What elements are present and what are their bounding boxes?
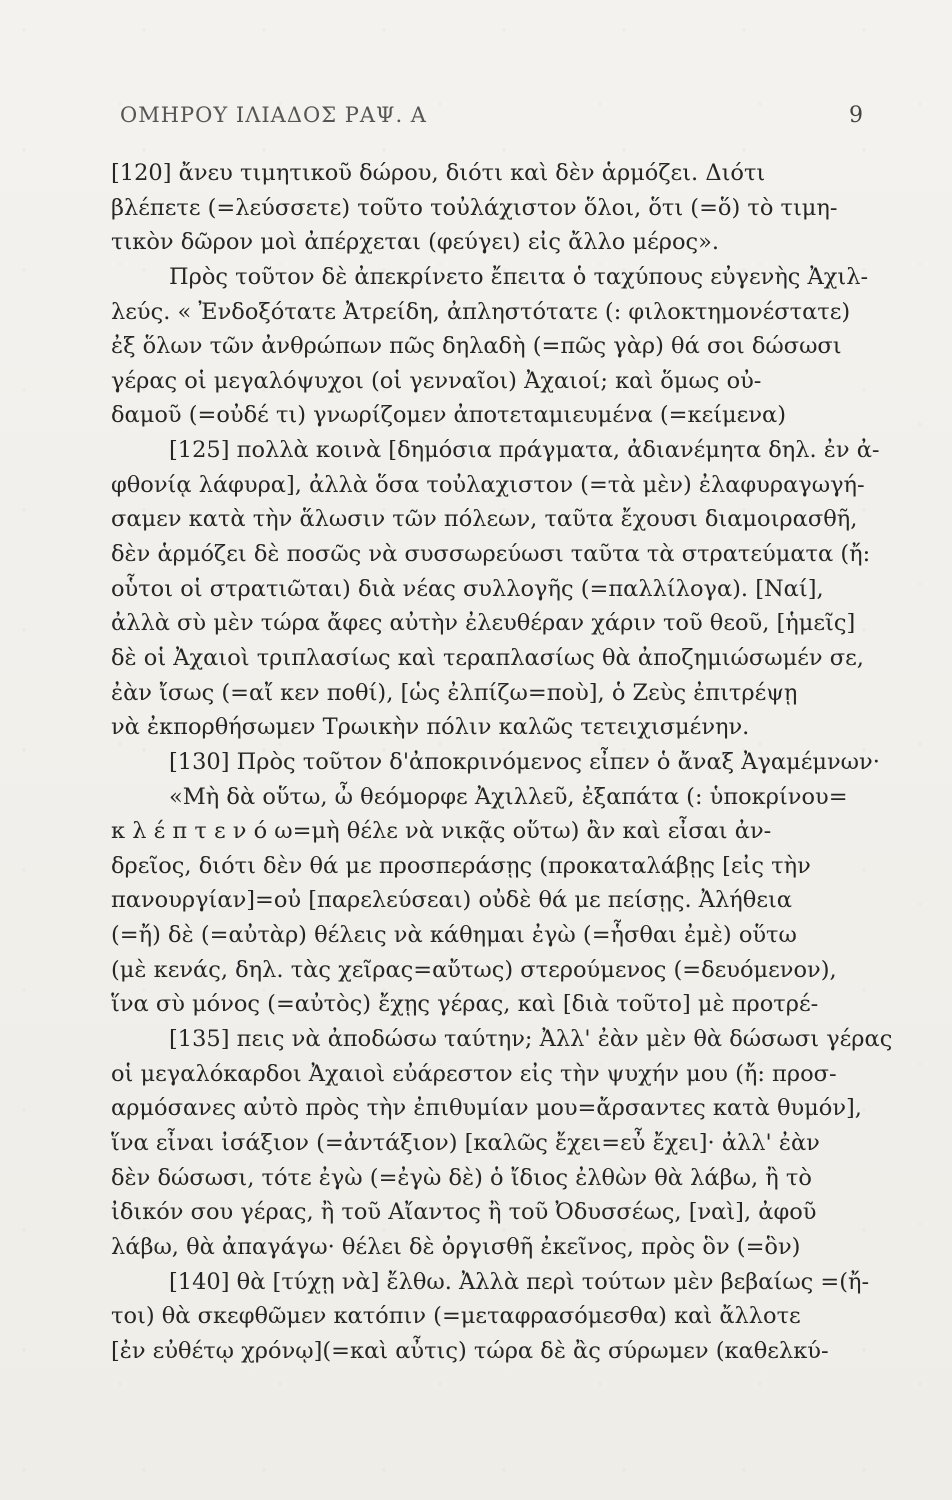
text-line: βλέπετε (=λεύσσετε) τοῦτο τοὐλάχιστον ὅλοι, ὅτι (=ὅ) τὸ τιμη- bbox=[111, 194, 838, 221]
text-line: ἵνα εἶναι ἰσάξιον (=ἀντάξιον) [καλῶς ἔχει=εὖ ἔχει]· ἀλλ' ἐὰν bbox=[111, 1129, 820, 1156]
text-line: ἐξ ὅλων τῶν ἀνθρώπων πῶς δηλαδὴ (=πῶς γὰρ) θά σοι δώσωσι bbox=[111, 333, 842, 360]
text-line: δρεῖος, διότι δὲν θά με προσπεράσῃς (προκαταλάβῃς [εἰς τὴν bbox=[111, 852, 811, 879]
text-line: τικὸν δῶρον μοὶ ἀπέρχεται (φεύγει) εἰς ἄλλο μέρος». bbox=[111, 229, 720, 256]
text-line: [120] ἄνευ τιμητικοῦ δώρου, διότι καὶ δὲν ἁρμόζει. Διότι bbox=[111, 160, 766, 186]
header-title: ΟΜΗΡΟΥ ΙΛΙΑΔΟΣ ΡΑΨ. Α bbox=[120, 103, 427, 127]
text-line: λεύς. « Ἐνδοξότατε Ἀτρείδη, ἀπληστότατε (: φιλοκτημονέστατε) bbox=[111, 298, 851, 325]
text-line: πανουργίαν]=οὐ [παρελεύσεαι) οὐδὲ θά με πείσῃς. Ἀλήθεια bbox=[111, 887, 792, 914]
text-line: «Μὴ δὰ οὕτω, ὦ θεόμορφε Ἀχιλλεῦ, ἐξαπάτα (: ὑποκρίνου= bbox=[169, 783, 848, 810]
text-line: λάβω, θὰ ἀπαγάγω· θέλει δὲ ὀργισθῆ ἐκεῖνος, πρὸς ὃν (=ὃν) bbox=[111, 1233, 801, 1260]
text-line: δαμοῦ (=οὐδέ τι) γνωρίζομεν ἀποτεταμιευμένα (=κείμενα) bbox=[111, 402, 786, 429]
text-line: φθονίᾳ λάφυρα], ἀλλὰ ὅσα τοὐλαχιστον (=τὰ μὲν) ἐλαφυραγωγή- bbox=[111, 471, 865, 498]
text-line: Πρὸς τοῦτον δὲ ἀπεκρίνετο ἔπειτα ὁ ταχύπους εὐγενὴς Ἀχιλ- bbox=[169, 263, 869, 290]
running-header bbox=[120, 103, 864, 137]
text-line: [140] θὰ [τύχῃ νὰ] ἔλθω. Ἀλλὰ περὶ τούτων μὲν βεβαίως =(ἤ- bbox=[169, 1268, 870, 1295]
text-line: [135] πεις νὰ ἀποδώσω ταύτην; Ἀλλ' ἐὰν μὲν θὰ δώσωσι γέρας bbox=[169, 1026, 893, 1053]
text-line: ἐὰν ἴσως (=αἴ κεν ποθί), [ὡς ἐλπίζω=ποὺ], ὁ Ζεὺς ἐπιτρέψῃ bbox=[111, 679, 798, 706]
text-line: οὗτοι οἱ στρατιῶται) διὰ νέας συλλογῆς (=παλλίλογα). [Ναί], bbox=[111, 575, 824, 602]
text-line: νὰ ἐκπορθήσωμεν Τρωικὴν πόλιν καλῶς τετειχισμένην. bbox=[111, 714, 750, 741]
body-text bbox=[111, 156, 893, 1368]
text-line: κ λ έ π τ ε ν ό ω=μὴ θέλε νὰ νικᾷς οὕτω) ἂν καὶ εἶσαι ἀν- bbox=[111, 818, 772, 845]
text-line: δὲ οἱ Ἀχαιοὶ τριπλασίως καὶ τεραπλασίως θὰ ἀποζημιώσωμέν σε, bbox=[111, 644, 864, 671]
page-number: 9 bbox=[849, 103, 864, 128]
text-line: δὲν ἁρμόζει δὲ ποσῶς νὰ συσσωρεύωσι ταῦτα τὰ στρατεύματα (ἤ: bbox=[111, 541, 871, 568]
text-line: [130] Πρὸς τοῦτον δ'ἀποκρινόμενος εἶπεν ὁ ἄναξ Ἀγαμέμνων· bbox=[169, 748, 880, 775]
text-line: γέρας οἱ μεγαλόψυχοι (οἱ γενναῖοι) Ἀχαιοί; καὶ ὅμως οὐ- bbox=[111, 367, 762, 394]
text-line: (=ἤ) δὲ (=αὐτὰρ) θέλεις νὰ κάθημαι ἐγὼ (=ἧσθαι ἐμὲ) οὕτω bbox=[111, 922, 797, 949]
text-line: σαμεν κατὰ τὴν ἅλωσιν τῶν πόλεων, ταῦτα ἔχουσι διαμοιρασθῆ, bbox=[111, 506, 858, 533]
text-line: οἱ μεγαλόκαρδοι Ἀχαιοὶ εὐάρεστον εἰς τὴν ψυχήν μου (ἤ: προσ- bbox=[111, 1060, 837, 1087]
text-line: αρμόσανες αὐτὸ πρὸς τὴν ἐπιθυμίαν μου=ἄρσαντες κατὰ θυμόν], bbox=[111, 1095, 862, 1122]
text-line: [125] πολλὰ κοινὰ [δημόσια πράγματα, ἀδιανέμητα δηλ. ἐν ἀ- bbox=[169, 437, 880, 464]
text-line: ἵνα σὺ μόνος (=αὐτὸς) ἔχῃς γέρας, καὶ [διὰ τοῦτο] μὲ προτρέ- bbox=[111, 991, 819, 1018]
text-line: ἀλλὰ σὺ μὲν τώρα ἄφες αὐτὴν ἐλευθέραν χάριν τοῦ θεοῦ, [ἡμεῖς] bbox=[111, 610, 856, 637]
text-line: [ἐν εὐθέτῳ χρόνῳ](=καὶ αὖτις) τώρα δὲ ἂς σύρωμεν (καθελκύ- bbox=[111, 1337, 829, 1364]
text-line: ἰδικόν σου γέρας, ἢ τοῦ Αἴαντος ἢ τοῦ Ὀδυσσέως, [ναὶ], ἀφοῦ bbox=[111, 1199, 817, 1226]
text-line: (μὲ κενάς, δηλ. τὰς χεῖρας=αὔτως) στερούμενος (=δευόμενον), bbox=[111, 956, 837, 983]
text-line: δὲν δώσωσι, τότε ἐγὼ (=ἐγὼ δὲ) ὁ ἴδιος ἐλθὼν θὰ λάβω, ἢ τὸ bbox=[111, 1164, 812, 1191]
text-line: τοι) θὰ σκεφθῶμεν κατόπιν (=μεταφρασόμεσθα) καὶ ἄλλοτε bbox=[111, 1303, 801, 1330]
